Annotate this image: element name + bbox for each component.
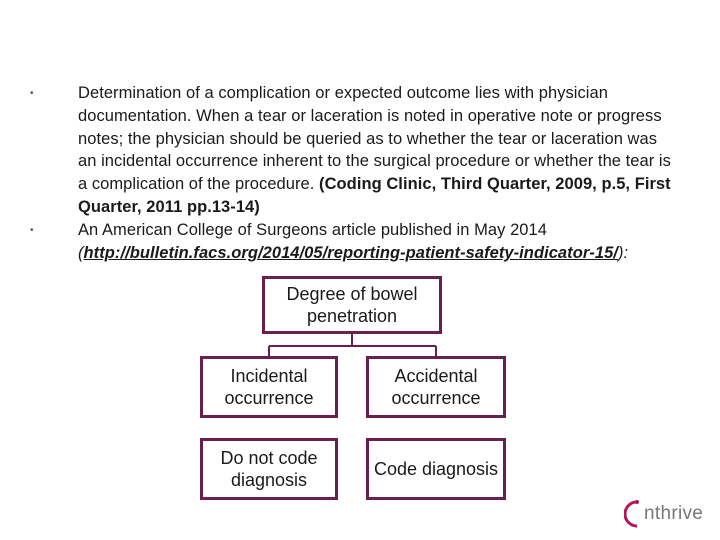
bullet-marker: •: [30, 225, 34, 236]
diagram-incidental-label: Incidental occurrence: [224, 366, 314, 408]
diagram-code-label: Code diagnosis: [373, 459, 499, 479]
diagram-accidental-box: [366, 356, 506, 418]
nthrive-logo: [624, 498, 704, 530]
diagram-accidental-label: Accidental occurrence: [391, 366, 481, 408]
diagram-root-box: [262, 276, 442, 334]
bullet-text: An American College of Surgeons article published in May 2014: [78, 221, 547, 239]
logo-text: nthrive: [644, 503, 704, 524]
diagram-root-label: Degree of bowel penetration: [286, 284, 418, 326]
diagram-incidental-box: [200, 356, 338, 418]
article-link[interactable]: http://bulletin.facs.org/2014/05/reporting-patient-safety-indicator-15/: [83, 243, 618, 262]
link-close-paren: ):: [617, 243, 629, 262]
citation-text: (Coding Clinic, Third Quarter, 2009, p.5, First Quarter, 2011 pp.13-14): [78, 175, 671, 216]
bullet-text: Determination of a complication or expected outcome lies with physician documentation. When a tear or laceration is noted in operative note or progress notes; the physician should be queried as to whether the tear or laceration was an incidental occurrence inherent to the surgical procedure or whether the tear is a complication of the procedure.: [78, 84, 671, 194]
bullet-marker: •: [30, 88, 34, 99]
diagram-code-box: [366, 438, 506, 500]
diagram-no-code-box: [200, 438, 338, 500]
diagram-no-code-label: Do not code diagnosis: [220, 448, 318, 490]
link-open-paren: (: [78, 243, 84, 262]
